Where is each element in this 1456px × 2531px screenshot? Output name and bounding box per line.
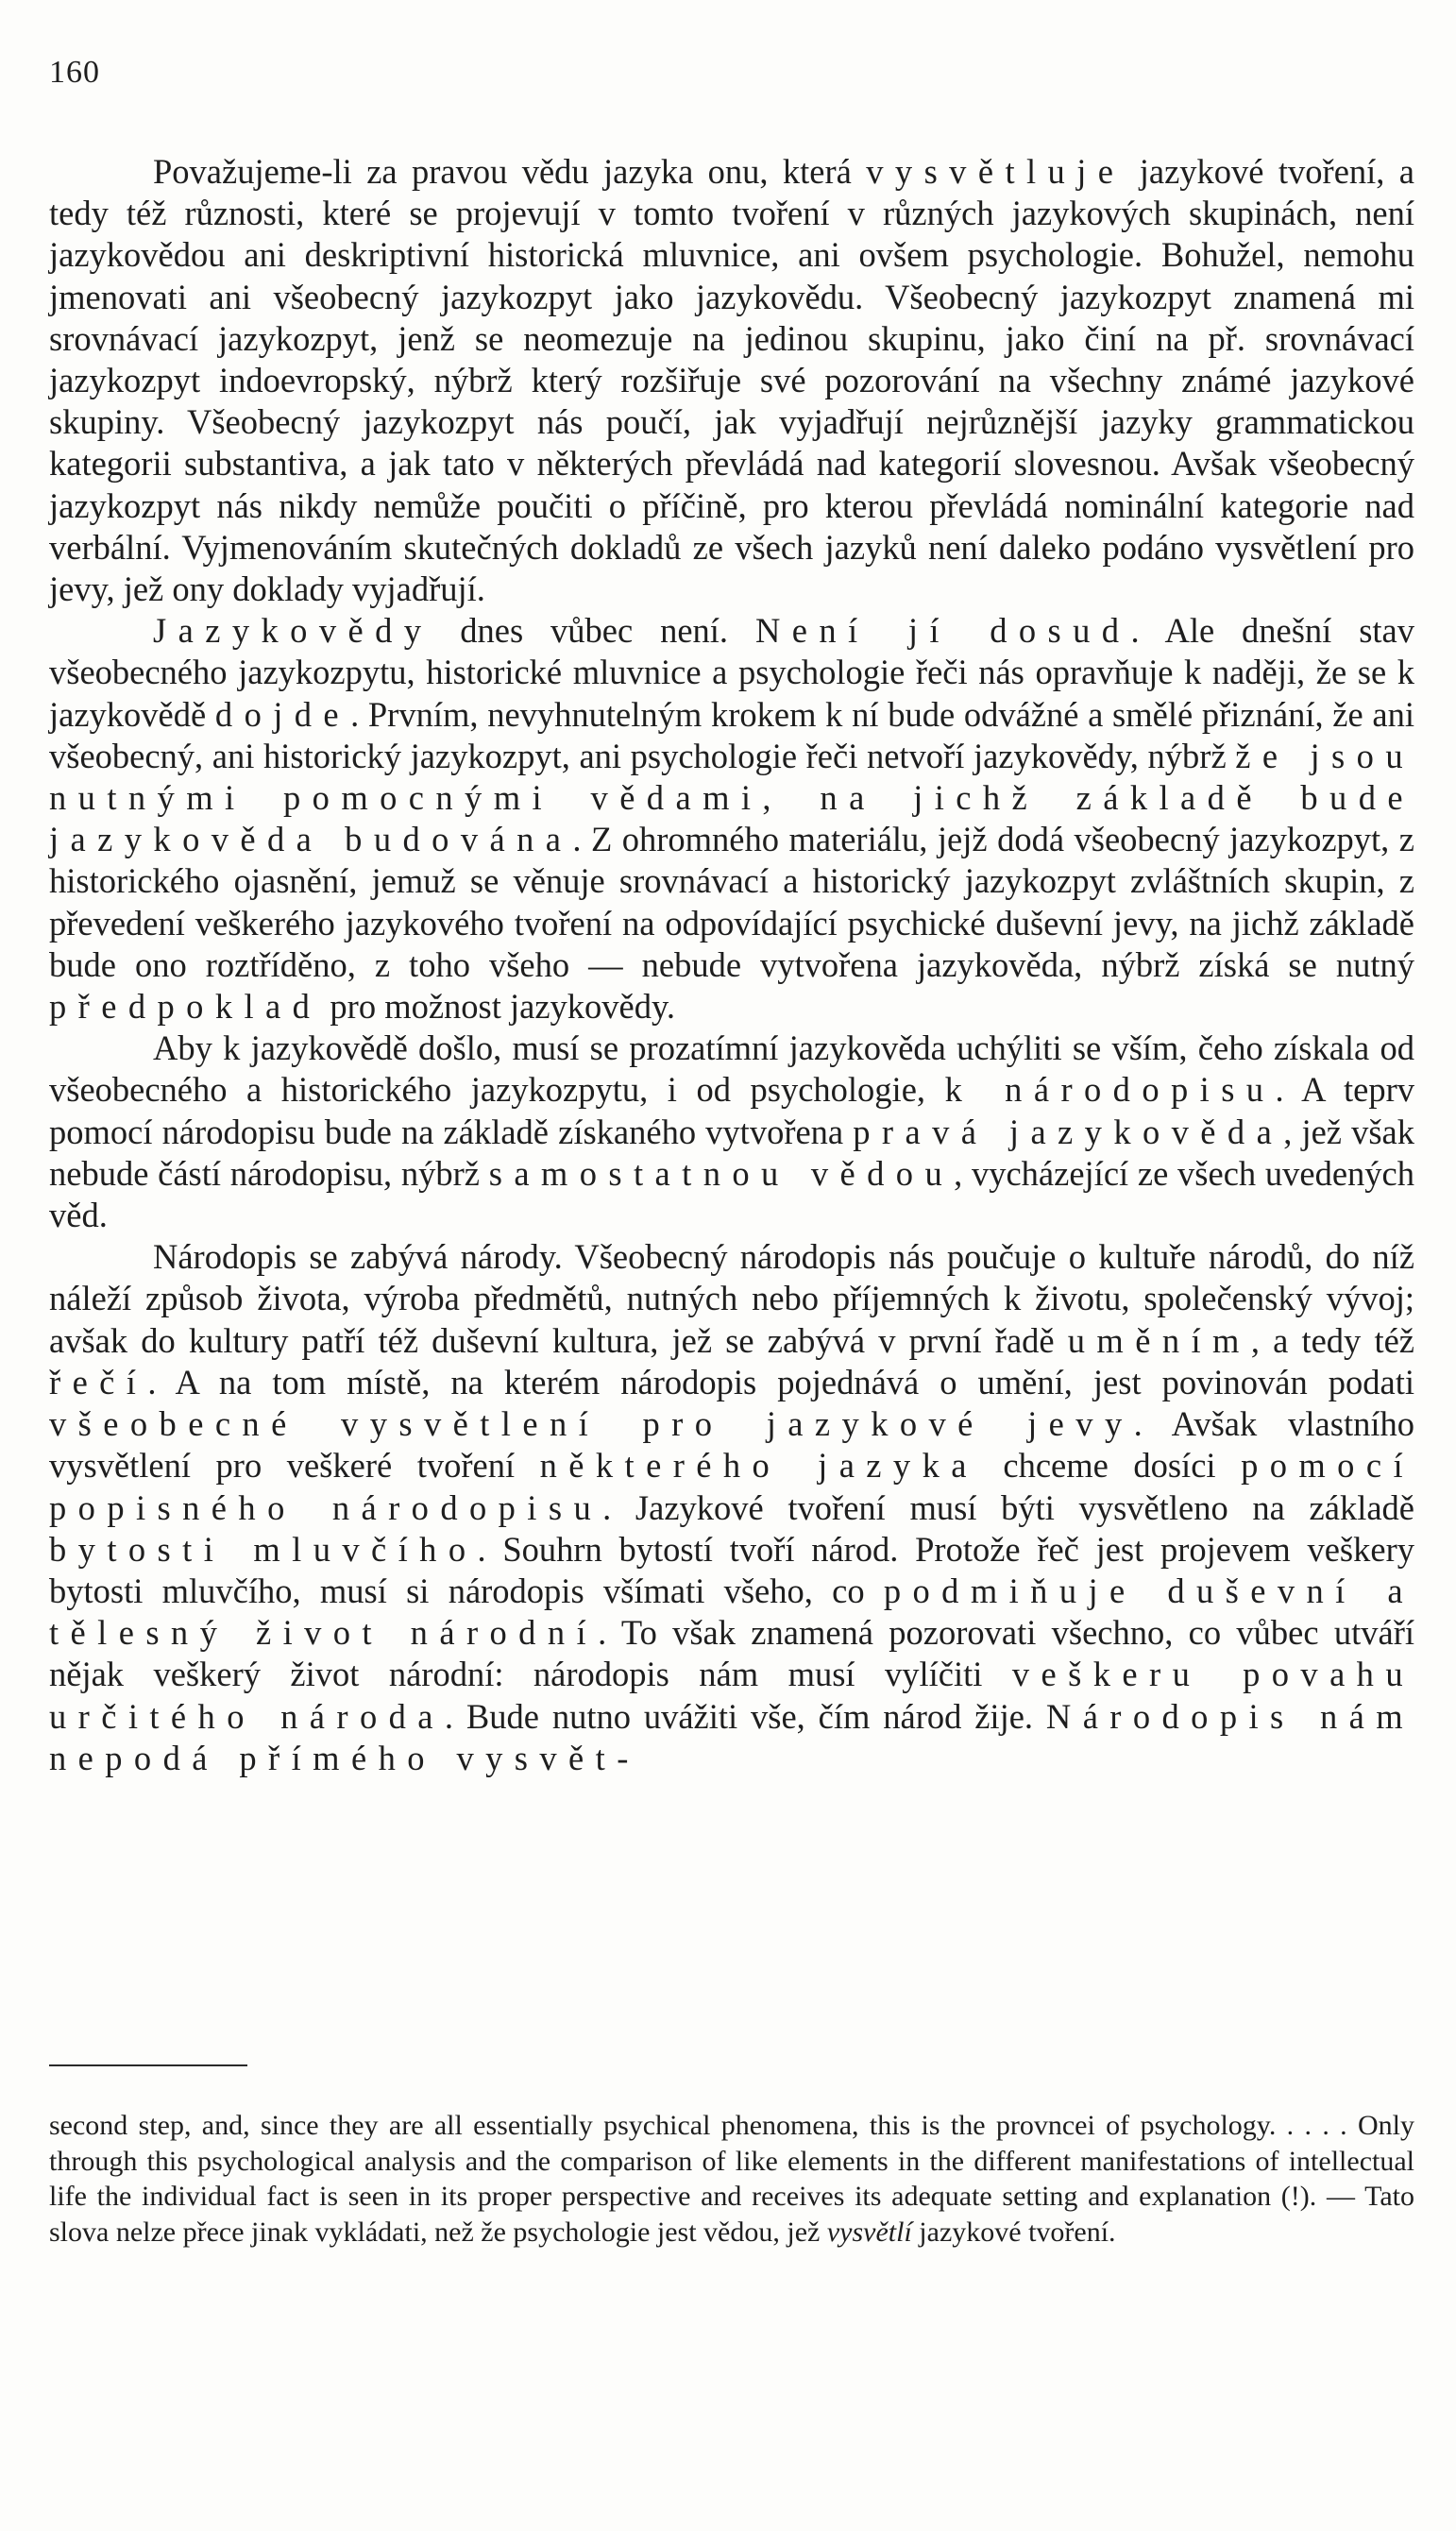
- emphasized-text: některého jazyka: [539, 1446, 978, 1486]
- text-run: . Z ohromného materiálu, jejž dodá všeobecný jazykozpyt, z historického ojasnění, jemuž se věnuje srovnávací a historický jazykozpyt zvláštních skupin, z převedení veškerého jazykového tvoření na odpovídající psychické duševní jevy, na jichž základě bude ono roztříděno, z toho všeho — nebude vytvořena jazykověda, nýbrž získá se nutný: [49, 820, 1414, 984]
- emphasized-text: Národopis nám nepodá přímého vysvět-: [49, 1696, 1415, 1777]
- text-run: , vycházející ze všech uvedených věd.: [49, 1153, 1414, 1235]
- emphasized-text: předpoklad: [49, 987, 322, 1027]
- body-text: [49, 151, 1414, 1779]
- paragraph: [49, 1236, 1414, 1779]
- text-run: Považujeme-li za pravou vědu jazyka onu, která: [153, 152, 867, 191]
- footnote-text: second step, and, since they are all essentially psychical phenomena, this is the provncei of psychology. . . . . Only through this psychological analysis and the comparison of like elements in the different manifestations of intellectual life the individual fact is seen in its proper perspective and receives its adequate setting and explanation (!). — Tato slova nelze přece jinak vykládati, než že psychologie jest vědou, jež: [49, 2110, 1414, 2248]
- emphasized-text: dojde: [214, 694, 351, 734]
- text-run: . Avšak vlastního vysvětlení pro veškeré tvoření: [49, 1404, 1414, 1486]
- text-run: jazykové tvoření, a tedy též různosti, které se projevují v tomto tvoření v různých jazykových skupinách, není jazykovědou ani deskriptivní historická mluvnice, ani ovšem psychologie. Bohužel, nemohu jmenovati ani všeobecný jazykozpyt jako jazykovědu. Všeobecný jazykozpyt znamená mi srovnávací jazykozpyt, jenž se neomezuje na jedinou skupinu, jako činí na př. srovnávací jazykozpyt indoevropský, nýbrž který rozšiřuje své pozorování na všechny známé jazykové skupiny. Všeobecný jazykozpyt nás poučí, jak vyjadřují nejrůznější jazyky grammatickou kategorii substantiva, a jak tato v některých převládá nad kategorií slovesnou. Avšak všeobecný jazykozpyt nás nikdy nemůže poučiti o příčině, pro kterou převládá nominální kategorie nad verbální. Vyjmenováním skutečných dokladů ze všech jazyků není daleko podáno vysvětlení pro jevy, jež ony doklady vyjadřují.: [49, 152, 1414, 609]
- emphasized-text: Není jí dosud: [754, 611, 1131, 651]
- emphasized-text: vysvětluje: [866, 152, 1126, 191]
- paragraph: [49, 1028, 1414, 1236]
- emphasized-text: že jsou nutnými pomocnými vědami, na jichž základě bude jazykověda budována: [49, 736, 1414, 859]
- text-run: . Jazykové tvoření musí býti vysvětleno na základě: [602, 1487, 1414, 1527]
- emphasized-text: pravá jazykověda: [853, 1112, 1284, 1151]
- emphasized-text: samostatnou vědou: [488, 1153, 955, 1193]
- emphasized-text: pomocí popisného národopisu: [49, 1446, 1415, 1527]
- emphasized-text: podmiňuje duševní a tělesný život národní: [49, 1571, 1414, 1653]
- text-run: . Bude nutno uvážiti vše, čím národ žije.: [444, 1696, 1046, 1736]
- text-run: . Souhrn bytostí tvoří národ. Protože řeč jest projevem veškery bytosti mluvčího, musí si národopis všímati všeho, co: [49, 1529, 1414, 1610]
- paragraph: [49, 151, 1414, 610]
- text-run: . To však znamená pozorovati všechno, co vůbec utváří nějak veškerý život národní: národopis nám musí vylíčiti: [49, 1613, 1414, 1694]
- emphasized-text: řečí: [49, 1362, 148, 1401]
- text-run: Národopis se zabývá národy. Všeobecný národopis nás poučuje o kultuře národů, do níž náleží způsob života, výroba předmětů, nutných nebo příjemných k životu, společenský vývoj; avšak do kultury patří též duševní kultura, jež se zabývá v první řadě: [49, 1237, 1414, 1360]
- emphasized-text: všeobecné vysvětlení pro jazykové jevy: [49, 1404, 1134, 1444]
- text-run: chceme dosíci: [977, 1446, 1242, 1486]
- paragraph: [49, 610, 1414, 1028]
- footnote-divider: [49, 2064, 247, 2066]
- text-run: Aby k jazykovědě došlo, musí se prozatímní jazykověda uchýliti se vším, čeho získala od všeobecného a historického jazykozpytu, i od psychologie,: [49, 1028, 1414, 1110]
- emphasized-text: bytosti mluvčího: [49, 1529, 478, 1569]
- text-run: . Ale dnešní stav všeobecného jazykozpytu, historické mluvnice a psychologie řeči nás opravňuje k naději, že se k jazykovědě: [49, 611, 1414, 734]
- text-run: . Prvním, nevyhnutelným krokem k ní bude odvážné a smělé přiznání, že ani všeobecný, ani historický jazykozpyt, ani psychologie řeči netvoří jazykovědy, nýbrž: [49, 694, 1414, 775]
- emphasized-text: k národopisu: [944, 1070, 1276, 1110]
- text-run: . A na tom místě, na kterém národopis pojednává o umění, jest povinován podati: [147, 1362, 1414, 1401]
- emphasized-text: Jazykovědy: [153, 611, 433, 651]
- footnote: [49, 2108, 1414, 2250]
- text-run: pro možnost jazykovědy.: [321, 987, 676, 1027]
- emphasized-text: vysvětlí: [826, 2216, 912, 2248]
- text-run: , a tedy též: [1250, 1320, 1414, 1360]
- text-run: dnes vůbec není.: [432, 611, 755, 651]
- footnote-text: jazykové tvoření.: [911, 2216, 1116, 2248]
- text-run: . A teprv pomocí národopisu bude na základě získaného vytvořena: [49, 1070, 1414, 1151]
- page-number: 160: [49, 55, 100, 90]
- emphasized-text: veškeru povahu určitého národa: [49, 1655, 1414, 1736]
- text-run: , jež však nebude částí národopisu, nýbrž: [49, 1112, 1415, 1193]
- emphasized-text: uměním: [1067, 1320, 1251, 1360]
